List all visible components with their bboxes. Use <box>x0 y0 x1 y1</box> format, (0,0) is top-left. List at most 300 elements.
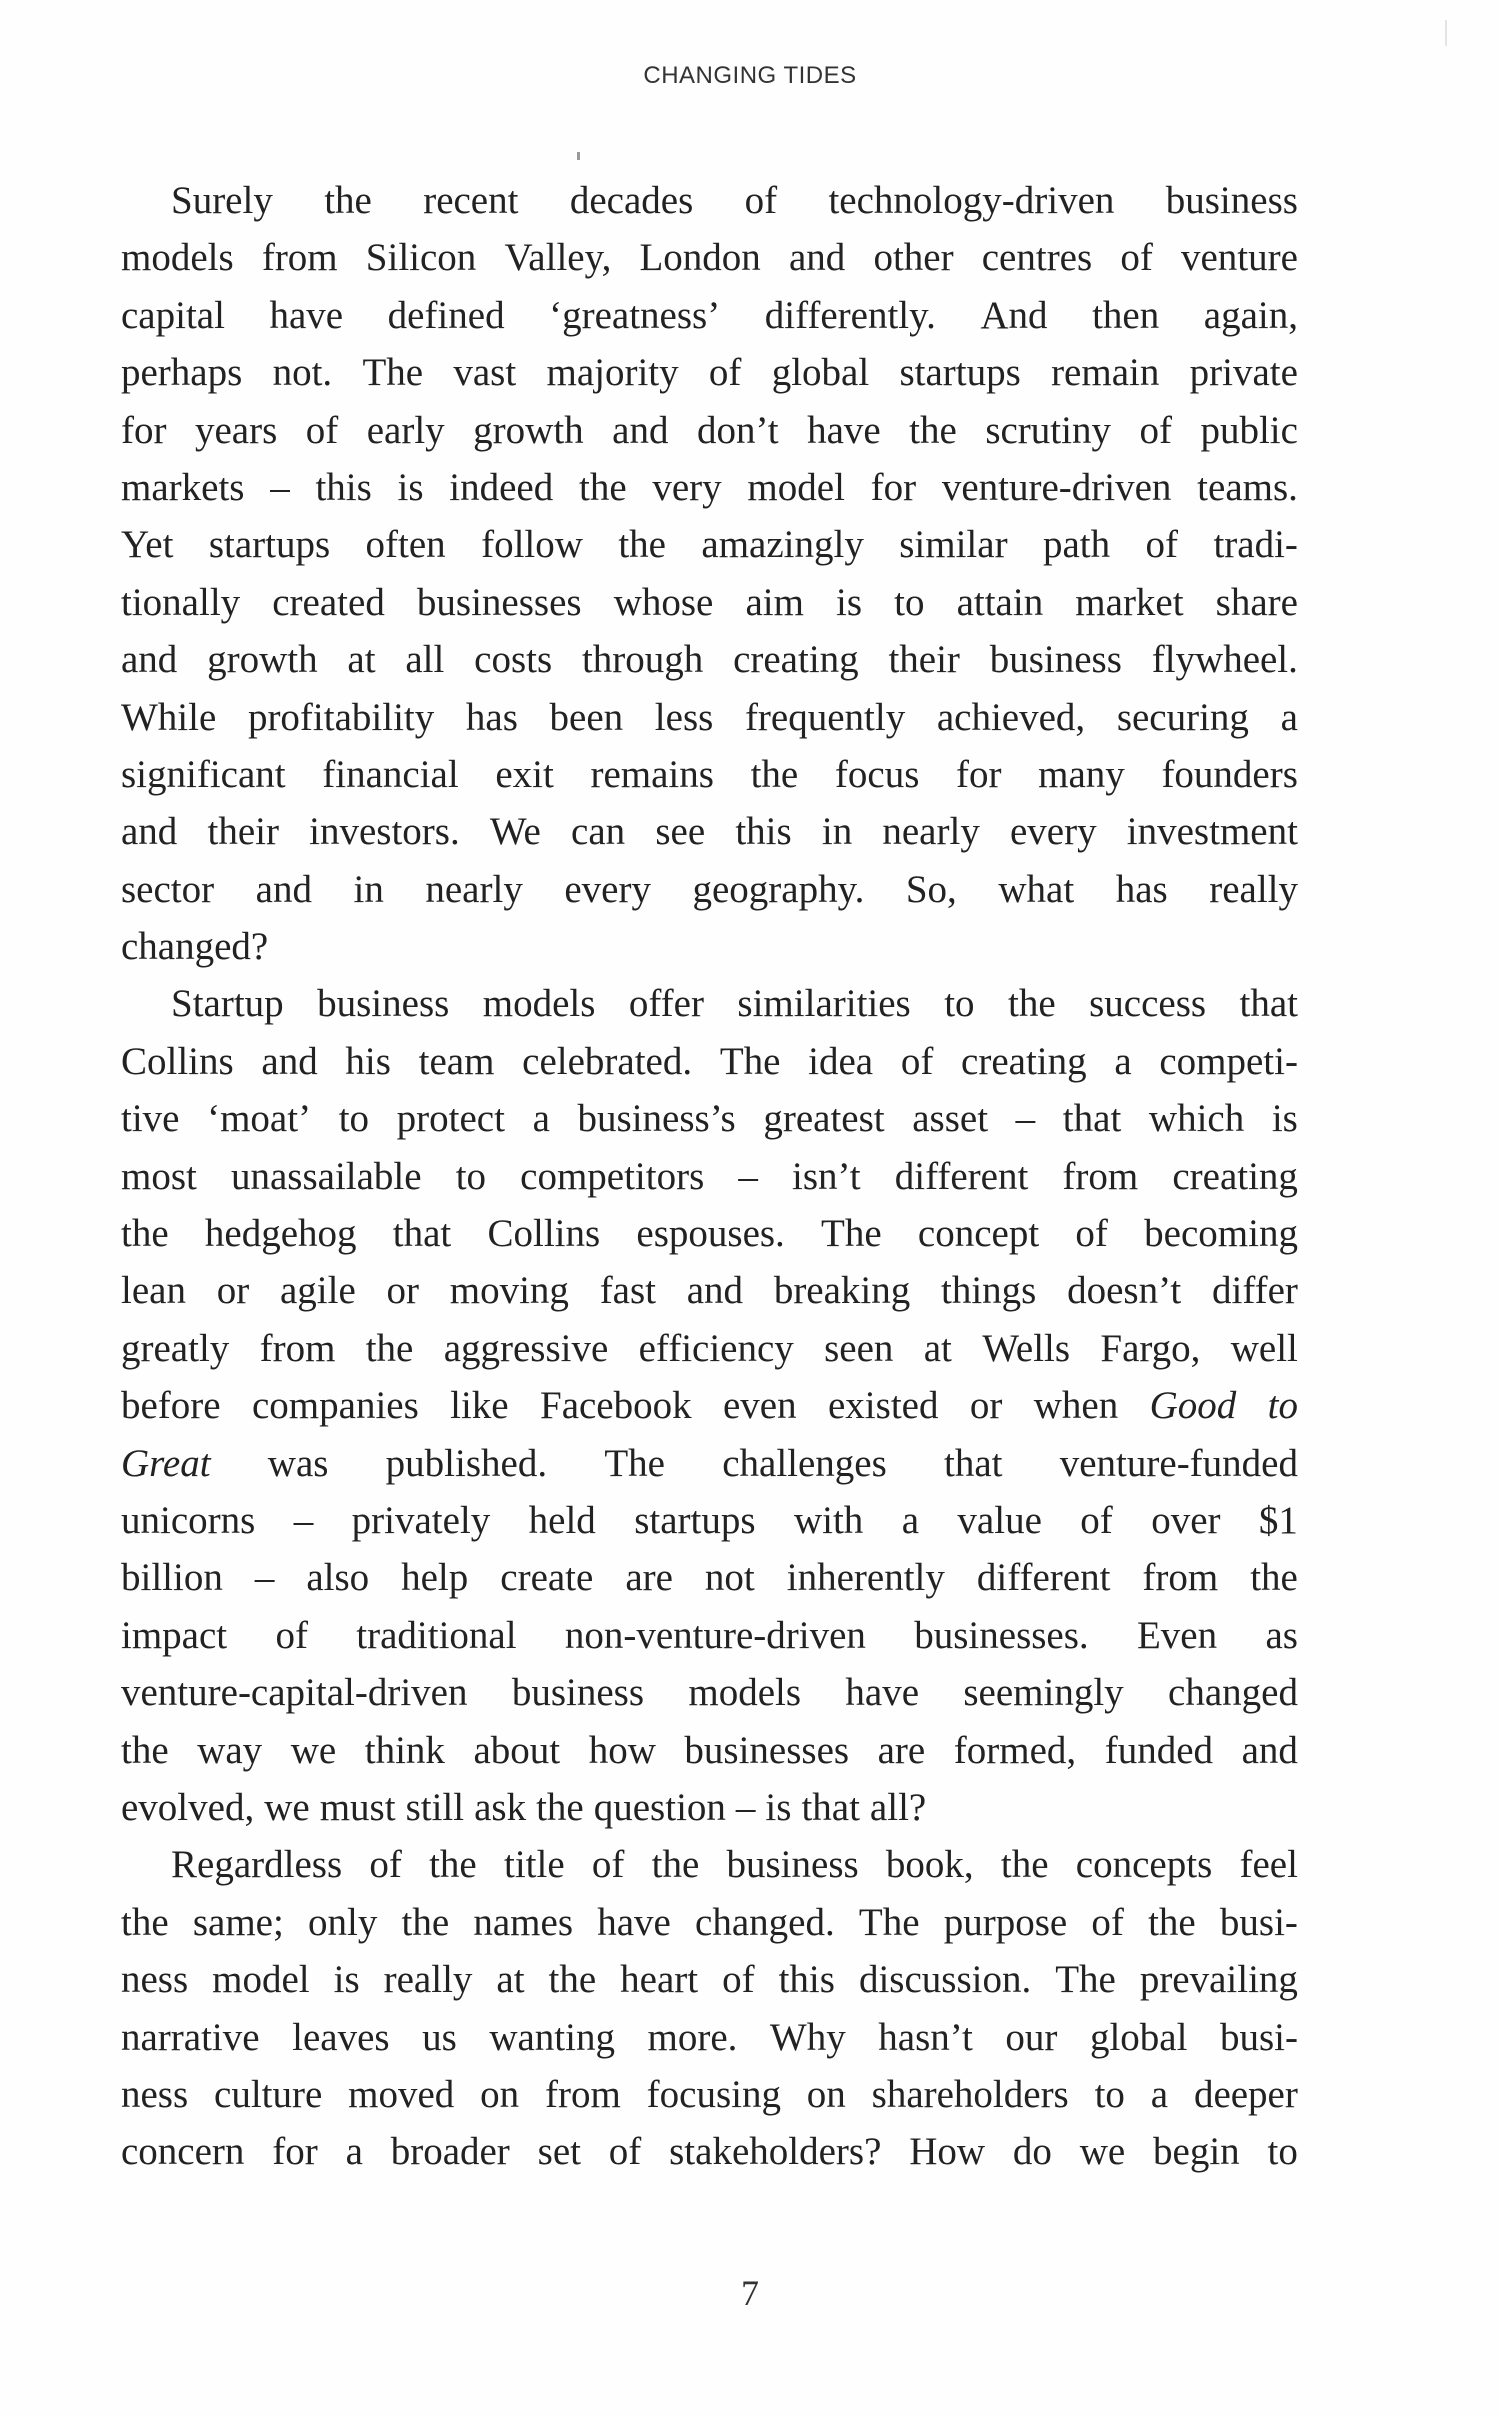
word: The <box>719 1039 781 1083</box>
word: competitors <box>520 1154 705 1198</box>
word: to <box>1267 2130 1298 2174</box>
text-line <box>121 689 1298 746</box>
word: billion <box>121 1556 223 1600</box>
word: centres <box>981 236 1093 280</box>
word: is <box>333 1958 360 2002</box>
word: discussion. <box>858 1958 1032 2002</box>
word: funded <box>1104 1728 1214 1772</box>
word: Great <box>121 1441 211 1485</box>
word: years <box>194 408 278 452</box>
word: prevailing <box>1139 1958 1298 2002</box>
word: of <box>608 2130 642 2174</box>
word: perhaps <box>121 351 243 395</box>
text-line <box>121 1664 1298 1721</box>
word: investors. <box>309 810 460 854</box>
word: majority <box>546 351 679 395</box>
word: growth <box>473 408 584 452</box>
word: the <box>1000 1843 1049 1887</box>
word: wanting <box>489 2015 615 2059</box>
text-line <box>121 2123 1298 2180</box>
word: a <box>901 1498 920 1542</box>
text-line <box>121 803 1298 860</box>
word: of <box>1080 1498 1113 1542</box>
word: of <box>1075 1212 1108 1256</box>
word: a <box>1150 2072 1169 2116</box>
word: non-venture-driven <box>564 1613 866 1657</box>
word: is <box>1271 1097 1298 1141</box>
word: through <box>581 638 704 682</box>
word: teams. <box>1197 465 1298 509</box>
paragraph <box>121 975 1298 1836</box>
word: greatly <box>121 1326 230 1370</box>
text-line <box>121 1033 1298 1090</box>
paragraph <box>121 172 1298 975</box>
word: then <box>1092 293 1160 337</box>
word: from <box>261 236 338 280</box>
word: this <box>778 1958 835 2002</box>
word: achieved, <box>936 695 1086 739</box>
word: ness <box>121 1958 189 2002</box>
word: inherently <box>786 1556 945 1600</box>
word: London <box>639 236 761 280</box>
word: nearly <box>425 867 523 911</box>
word: is <box>765 1785 792 1829</box>
word: on <box>480 2072 520 2116</box>
word: a <box>1114 1039 1132 1083</box>
word: focusing <box>646 2072 781 2116</box>
word: don’t <box>696 408 779 452</box>
word: think <box>364 1728 445 1772</box>
text-line <box>121 1377 1298 1434</box>
word: isn’t <box>792 1154 861 1198</box>
text-line <box>121 459 1298 516</box>
word: moved <box>348 2072 455 2116</box>
word: is <box>397 465 424 509</box>
word: businesses <box>416 580 582 624</box>
word: of <box>1091 1900 1124 1944</box>
text-line <box>121 287 1298 344</box>
word: growth <box>207 638 318 682</box>
word: technology-driven <box>828 179 1115 222</box>
word: at <box>347 638 376 682</box>
word: every <box>564 867 651 911</box>
word: have <box>269 293 344 337</box>
word: offer <box>628 982 704 1026</box>
word: the <box>578 465 627 509</box>
text-line <box>121 1722 1298 1779</box>
word: at <box>496 1958 525 2002</box>
word: While <box>121 695 217 739</box>
word: held <box>528 1498 596 1542</box>
word: to <box>894 580 925 624</box>
word: concept <box>917 1212 1040 1256</box>
word: the <box>536 1785 584 1829</box>
word: deeper <box>1193 2072 1298 2116</box>
word: success <box>1089 982 1207 1026</box>
word: are <box>625 1556 673 1600</box>
word: or <box>969 1384 1003 1428</box>
scan-artifact <box>1445 20 1447 46</box>
word: culture <box>214 2072 323 2116</box>
word: ‘moat’ <box>207 1097 312 1141</box>
word: which <box>1148 1097 1245 1141</box>
text-line <box>121 172 1298 229</box>
text-line <box>121 975 1298 1032</box>
word: business <box>726 1843 859 1887</box>
word: the <box>548 1958 597 2002</box>
word: changed? <box>121 925 269 969</box>
word: to <box>338 1097 370 1141</box>
word: changed <box>1168 1671 1298 1715</box>
word: help <box>401 1556 469 1600</box>
word: ness <box>121 2072 189 2116</box>
word: when <box>1033 1384 1119 1428</box>
word: of <box>1139 408 1172 452</box>
word: businesses <box>684 1728 850 1772</box>
word: model <box>212 1958 310 2002</box>
word: models <box>482 982 596 1026</box>
word: that <box>1239 982 1298 1026</box>
word: sector <box>121 867 215 911</box>
word: the <box>750 752 799 796</box>
word: capital <box>121 293 225 337</box>
word: that <box>801 1785 860 1829</box>
word: we <box>264 1785 310 1829</box>
text-line <box>121 229 1298 286</box>
word: follow <box>481 523 583 567</box>
word: markets <box>121 465 245 509</box>
word: see <box>655 810 706 854</box>
word: also <box>306 1556 370 1600</box>
word: from <box>1142 1556 1219 1600</box>
word: for <box>121 408 167 452</box>
word: venture-capital-driven <box>121 1671 468 1715</box>
word: about <box>473 1728 561 1772</box>
word: broader <box>390 2130 510 2174</box>
word: from <box>259 1326 336 1370</box>
word: investment <box>1126 810 1298 854</box>
word: espouses. <box>636 1212 785 1256</box>
word: the <box>429 1843 477 1887</box>
word: of <box>369 1843 402 1887</box>
word: focus <box>834 752 920 796</box>
text-line <box>121 1607 1298 1664</box>
word: Wells <box>982 1326 1071 1370</box>
word: – <box>293 1498 314 1542</box>
word: and <box>686 1269 744 1313</box>
word: greatest <box>763 1097 885 1141</box>
word: Valley, <box>504 236 612 280</box>
word: even <box>723 1384 797 1428</box>
word: with <box>793 1498 864 1542</box>
text-line <box>121 1894 1298 1951</box>
word: similar <box>899 523 1008 567</box>
word: must <box>319 1785 396 1829</box>
word: most <box>121 1154 197 1198</box>
word: recent <box>423 179 519 222</box>
word: published. <box>385 1441 548 1485</box>
word: many <box>1038 752 1125 796</box>
word: – <box>738 1154 758 1198</box>
word: the <box>1250 1556 1298 1600</box>
word: the <box>121 1728 169 1772</box>
word: can <box>571 810 626 854</box>
word: really <box>383 1958 473 2002</box>
word: is <box>836 580 863 624</box>
word: path <box>1042 523 1111 567</box>
word: narrative <box>121 2015 260 2059</box>
word: team <box>418 1039 495 1083</box>
word: that <box>1062 1097 1122 1141</box>
word: attain <box>956 580 1044 624</box>
word: created <box>272 580 385 624</box>
text-line <box>121 574 1298 631</box>
word: have <box>845 1671 920 1715</box>
word: How <box>909 2130 986 2174</box>
word: in <box>821 810 853 854</box>
word: the <box>121 1212 169 1256</box>
word: venture-funded <box>1059 1441 1298 1485</box>
word: scrutiny <box>985 408 1111 452</box>
word: busi- <box>1219 2015 1298 2059</box>
word: all <box>405 638 445 682</box>
word: have <box>807 408 881 452</box>
word: names <box>473 1900 574 1944</box>
text-line <box>121 1836 1298 1893</box>
word: business <box>989 638 1122 682</box>
word: that <box>392 1212 452 1256</box>
word: to <box>455 1154 487 1198</box>
word: every <box>1010 810 1097 854</box>
word: still <box>405 1785 465 1829</box>
word: lean <box>121 1269 186 1313</box>
word: how <box>588 1728 656 1772</box>
word: Yet <box>121 523 174 567</box>
word: other <box>873 236 954 280</box>
word: startups <box>634 1498 756 1542</box>
word: financial <box>322 752 459 796</box>
word: we <box>290 1728 337 1772</box>
word: and <box>612 408 669 452</box>
word: ask <box>474 1785 527 1829</box>
word: Good <box>1149 1384 1237 1428</box>
word: flywheel. <box>1151 638 1298 682</box>
word: asset <box>912 1097 989 1141</box>
word: the <box>1007 982 1056 1026</box>
word: concepts <box>1075 1843 1213 1887</box>
word: doesn’t <box>1067 1269 1182 1313</box>
word: aggressive <box>443 1326 609 1370</box>
text-line <box>121 2066 1298 2123</box>
word: leaves <box>292 2015 390 2059</box>
text-line <box>121 1549 1298 1606</box>
text-line <box>121 918 1298 975</box>
word: in <box>353 867 384 911</box>
word: and <box>121 638 178 682</box>
word: over <box>1151 1498 1221 1542</box>
word: has <box>465 695 518 739</box>
word: again, <box>1203 293 1298 337</box>
word: public <box>1200 408 1298 452</box>
word: the <box>651 1843 700 1887</box>
word: The <box>821 1212 882 1256</box>
word: startups <box>208 523 331 567</box>
word: of <box>305 408 339 452</box>
word: creating <box>961 1039 1087 1083</box>
word: securing <box>1116 695 1249 739</box>
word: from <box>544 2072 621 2116</box>
word: traditional <box>356 1613 517 1657</box>
word: a <box>532 1097 550 1141</box>
word: – <box>1015 1097 1036 1141</box>
word: private <box>1189 351 1298 395</box>
word: So, <box>905 867 957 911</box>
word: business <box>1165 179 1298 222</box>
word: was <box>267 1441 329 1485</box>
word: share <box>1215 580 1298 624</box>
word: same; <box>192 1900 284 1944</box>
word: idea <box>808 1039 874 1083</box>
word: often <box>365 523 446 567</box>
word: seemingly <box>963 1671 1124 1715</box>
word: whose <box>613 580 714 624</box>
word: moving <box>449 1269 569 1313</box>
running-head: CHANGING TIDES <box>643 62 857 89</box>
word: geography. <box>692 867 865 911</box>
word: hasn’t <box>878 2015 973 2059</box>
word: Collins <box>121 1039 234 1083</box>
word: feel <box>1239 1843 1298 1887</box>
word: $1 <box>1258 1498 1298 1542</box>
word: models <box>121 236 234 280</box>
scan-artifact <box>577 152 580 160</box>
word: We <box>489 810 541 854</box>
word: value <box>957 1498 1042 1542</box>
word: their <box>888 638 960 682</box>
text-line <box>121 1951 1298 2008</box>
word: Startup <box>171 982 284 1026</box>
word: title <box>503 1843 565 1887</box>
word: the <box>365 1326 414 1370</box>
word: us <box>422 2015 457 2059</box>
word: question <box>593 1785 726 1829</box>
word: differently. <box>764 293 936 337</box>
word: venture <box>1180 236 1298 280</box>
text-line <box>121 631 1298 688</box>
word: the <box>1148 1900 1196 1944</box>
word: privately <box>351 1498 491 1542</box>
word: to <box>1267 1384 1298 1428</box>
word: defined <box>387 293 505 337</box>
word: businesses. <box>914 1613 1089 1657</box>
word: the <box>401 1900 450 1944</box>
word: similarities <box>737 982 911 1026</box>
word: differ <box>1211 1269 1298 1313</box>
word: on <box>806 2072 846 2116</box>
word: becoming <box>1144 1212 1298 1256</box>
text-line <box>121 1320 1298 1377</box>
word: changed. <box>695 1900 835 1944</box>
word: Even <box>1136 1613 1218 1657</box>
word: creating <box>733 638 859 682</box>
word: to <box>944 982 975 1026</box>
word: of <box>1120 236 1153 280</box>
word: founders <box>1161 752 1298 796</box>
word: what <box>998 867 1075 911</box>
body-text <box>121 172 1298 2181</box>
word: Silicon <box>365 236 477 280</box>
word: costs <box>474 638 553 682</box>
word: exit <box>495 752 554 796</box>
word: the <box>618 523 666 567</box>
word: of <box>1145 523 1179 567</box>
word: of <box>708 351 742 395</box>
word: And <box>980 293 1048 337</box>
word: the <box>121 1900 169 1944</box>
word: and <box>261 1039 318 1083</box>
word: remains <box>590 752 714 796</box>
word: or <box>216 1269 250 1313</box>
word: way <box>197 1728 263 1772</box>
word: a <box>1280 695 1298 739</box>
word: frequently <box>744 695 906 739</box>
text-line <box>121 344 1298 401</box>
word: of <box>275 1613 308 1657</box>
word: tionally <box>121 580 241 624</box>
word: tive <box>121 1097 180 1141</box>
text-line <box>121 1435 1298 1492</box>
word: startups <box>899 351 1021 395</box>
word: aim <box>745 580 804 624</box>
word: The <box>362 351 424 395</box>
word: his <box>345 1039 391 1083</box>
word: to <box>1094 2072 1125 2116</box>
text-line <box>121 1779 1298 1836</box>
word: protect <box>396 1097 505 1141</box>
word: not <box>704 1556 755 1600</box>
word: efficiency <box>638 1326 794 1370</box>
word: venture-driven <box>941 465 1172 509</box>
text-line <box>121 861 1298 918</box>
word: this <box>735 810 792 854</box>
word: amazingly <box>701 523 864 567</box>
word: The <box>1055 1958 1116 2002</box>
word: global <box>771 351 870 395</box>
word: challenges <box>722 1441 887 1485</box>
word: and <box>788 236 846 280</box>
word: do <box>1012 2130 1052 2174</box>
word: as <box>1265 1613 1298 1657</box>
word: been <box>549 695 624 739</box>
word: this <box>315 465 372 509</box>
word: for <box>272 2130 318 2174</box>
text-line <box>121 1492 1298 1549</box>
word: for <box>870 465 917 509</box>
word: book, <box>885 1843 974 1887</box>
word: – <box>735 1785 756 1829</box>
word: are <box>877 1728 926 1772</box>
text-line <box>121 1262 1298 1319</box>
paragraph <box>121 1836 1298 2180</box>
word: really <box>1209 867 1298 911</box>
word: we <box>1079 2130 1126 2174</box>
word: different <box>976 1556 1111 1600</box>
word: all? <box>869 1785 927 1829</box>
word: remain <box>1051 351 1160 395</box>
text-line <box>121 746 1298 803</box>
word: business <box>511 1671 645 1715</box>
word: have <box>597 1900 671 1944</box>
